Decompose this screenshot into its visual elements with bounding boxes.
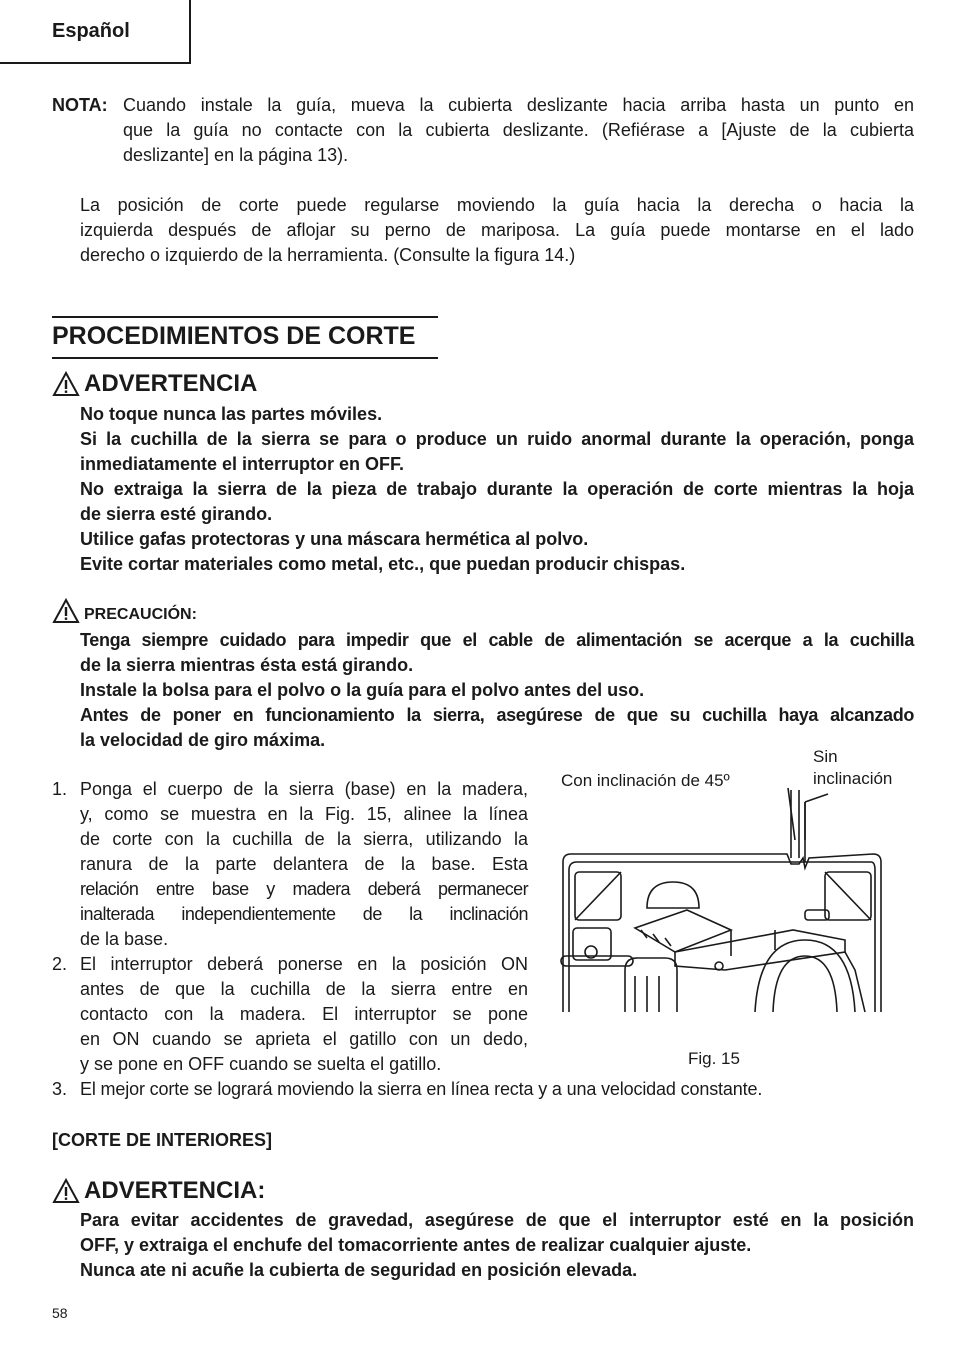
figure-label-45deg: Con inclinación de 45º: [561, 771, 730, 790]
step-line: inalterada independientemente de la inclinación: [80, 904, 528, 924]
subsection-title: [CORTE DE INTERIORES]: [52, 1130, 273, 1150]
warning-triangle-icon: [52, 1178, 80, 1204]
caution-heading: [52, 598, 197, 624]
saw-base-illustration: [555, 780, 885, 1016]
paragraph-line: izquierda después de aflojar su perno de mariposa. La guía puede montarse en el lado: [80, 220, 914, 240]
step-line: de corte con la cuchilla de la sierra, utilizando la: [80, 829, 528, 849]
step-line: y se pone en OFF cuando se suelta el gatillo.: [80, 1054, 442, 1074]
warning-heading-text: ADVERTENCIA: [84, 370, 258, 397]
warning-heading-text: ADVERTENCIA:: [84, 1177, 266, 1204]
warning-line: inmediatamente el interruptor en OFF.: [80, 454, 405, 474]
step-number: 2.: [52, 954, 68, 974]
caution-line: Tenga siempre cuidado para impedir que el cable de alimentación se acerque a la cuchilla: [80, 630, 914, 650]
warning-body: [80, 402, 914, 577]
warning-heading: [52, 1177, 265, 1205]
intro-paragraph: [80, 193, 914, 268]
warning-line: No extraiga la sierra de la pieza de trabajo durante la operación de corte mientras la hoja: [80, 479, 914, 499]
step-line: contacto con la madera. El interruptor se pone: [80, 1004, 528, 1024]
caution-triangle-icon: [52, 598, 80, 624]
warning-line: Si la cuchilla de la sierra se para o produce un ruido anormal durante la operación, ponga: [80, 429, 914, 449]
warning-line: Nunca ate ni acuñe la cubierta de seguridad en posición elevada.: [80, 1260, 638, 1280]
section-title: PROCEDIMIENTOS DE CORTE: [52, 316, 438, 359]
note-line: Cuando instale la guía, mueva la cubierta deslizante hacia arriba hasta un punto en: [123, 95, 914, 115]
caution-line: Instale la bolsa para el polvo o la guía para el polvo antes del uso.: [80, 680, 645, 700]
paragraph-line: La posición de corte puede regularse moviendo la guía hacia la derecha o hacia la: [80, 195, 914, 215]
step-line: Ponga el cuerpo de la sierra (base) en la madera,: [80, 779, 528, 799]
warning-line: Utilice gafas protectoras y una máscara hermética al polvo.: [80, 529, 589, 549]
page-number: 58: [52, 1305, 68, 1321]
figure-label-no-tilt-1: Sin: [813, 747, 838, 766]
caution-line: la velocidad de giro máxima.: [80, 730, 326, 750]
warning-line: de sierra esté girando.: [80, 504, 273, 524]
caution-line: de la sierra mientras ésta está girando.: [80, 655, 414, 675]
caution-body: [80, 628, 914, 753]
step-body: [80, 1077, 914, 1102]
note-body: [123, 93, 914, 168]
step-number: 1.: [52, 779, 68, 799]
figure-caption: Fig. 15: [688, 1049, 740, 1068]
caution-heading-text: PRECAUCIÓN:: [84, 606, 197, 623]
step-number: 3.: [52, 1079, 68, 1099]
figure-label-no-tilt-2: inclinación: [813, 769, 893, 788]
step-line: de la base.: [80, 929, 169, 949]
step-line: antes de que la cuchilla de la sierra entre en: [80, 979, 528, 999]
caution-line: Antes de poner en funcionamiento la sierra, asegúrese de que su cuchilla haya alcanzado: [80, 705, 914, 725]
warning-heading: [52, 370, 257, 398]
step-line: ranura de la parte delantera de la base. Esta: [80, 854, 528, 874]
step-line: relación entre base y madera deberá permanecer: [80, 879, 528, 899]
step-line: El interruptor deberá ponerse en la posición ON: [80, 954, 528, 974]
step-body: [80, 952, 528, 1077]
warning-line: No toque nunca las partes móviles.: [80, 404, 383, 424]
step-line: y, como se muestra en la Fig. 15, alinee la línea: [80, 804, 528, 824]
note-label: NOTA:: [52, 95, 108, 115]
step-line: El mejor corte se logrará moviendo la sierra en línea recta y a una velocidad constante.: [80, 1079, 763, 1099]
step-body: [80, 777, 528, 952]
warning-line: OFF, y extraiga el enchufe del tomacorriente antes de realizar cualquier ajuste.: [80, 1235, 752, 1255]
warning-line: Evite cortar materiales como metal, etc., que puedan producir chispas.: [80, 554, 686, 574]
warning-line: Para evitar accidentes de gravedad, asegúrese de que el interruptor esté en la posición: [80, 1210, 914, 1230]
note-line: deslizante] en la página 13).: [123, 145, 349, 165]
warning-triangle-icon: [52, 371, 80, 397]
note-line: que la guía no contacte con la cubierta deslizante. (Refiérase a [Ajuste de la cubierta: [123, 120, 914, 140]
paragraph-line: derecho o izquierdo de la herramienta. (Consulte la figura 14.): [80, 245, 576, 265]
warning-body: [80, 1208, 914, 1283]
step-line: en ON cuando se aprieta el gatillo con un dedo,: [80, 1029, 528, 1049]
language-label: Español: [52, 20, 130, 42]
